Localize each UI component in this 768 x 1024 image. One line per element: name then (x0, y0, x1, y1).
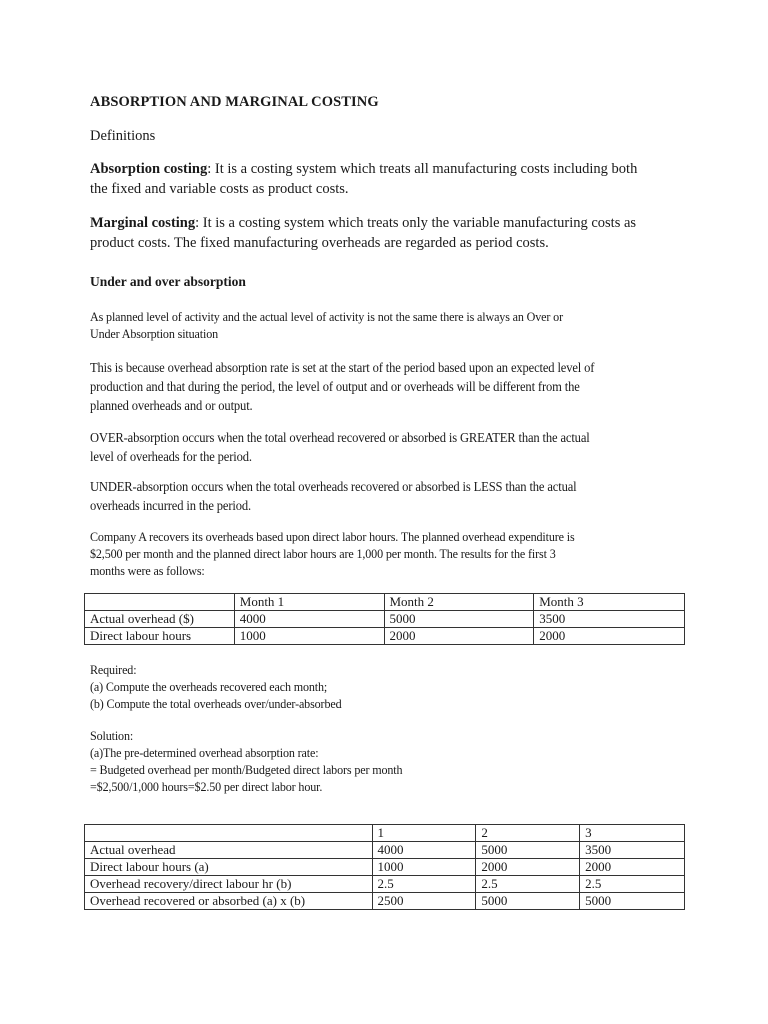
table-cell: 1000 (234, 628, 384, 645)
table-cell: Overhead recovered or absorbed (a) x (b) (85, 893, 373, 910)
table-cell: 2500 (372, 893, 476, 910)
solution-result: =$2,500/1,000 hours=$2.50 per direct labor hour. (90, 779, 323, 794)
table-cell: 1 (372, 825, 476, 842)
para-company-line2: $2,500 per month and the planned direct labor hours are 1,000 per month. The results for the first 3 (90, 546, 556, 561)
required-section (90, 661, 695, 712)
table-cell: Actual overhead ($) (85, 611, 235, 628)
para-under-line2: overheads incurred in the period. (90, 498, 251, 513)
table-row (85, 876, 685, 893)
absorption-text-line1: It is a costing system which treats all manufacturing costs including both (211, 161, 638, 177)
table-row (85, 893, 685, 910)
table-row (85, 842, 685, 859)
table-cell: Month 1 (234, 594, 384, 611)
overhead-recovery-table (84, 824, 685, 910)
para-because-line2: production and that during the period, the level of output and or overheads will be different from the (90, 379, 580, 394)
table-cell: 2.5 (372, 876, 476, 893)
definitions-heading: Definitions (90, 128, 156, 144)
absorption-term: Absorption costing (90, 161, 208, 177)
table-cell: Overhead recovery/direct labour hr (b) (85, 876, 373, 893)
table-cell: Direct labour hours (85, 628, 235, 645)
table-cell: 2000 (580, 859, 685, 876)
table-cell: 2000 (476, 859, 580, 876)
para-planned-line1: As planned level of activity and the actual level of activity is not the same there is always an Over or (90, 309, 563, 324)
solution-section (90, 727, 695, 795)
required-item-b: (b) Compute the total overheads over/under-absorbed (90, 696, 342, 711)
solution-formula: = Budgeted overhead per month/Budgeted direct labors per month (90, 762, 403, 777)
table-cell (85, 594, 235, 611)
table-cell: 2.5 (476, 876, 580, 893)
table-cell: Actual overhead (85, 842, 373, 859)
table-cell: 5000 (580, 893, 685, 910)
para-under-line1: UNDER-absorption occurs when the total overheads recovered or absorbed is LESS than the actual (90, 479, 577, 494)
absorption-text-line2: the fixed and variable costs as product costs. (90, 181, 349, 197)
para-company-example (90, 528, 695, 579)
table-cell: 5000 (384, 611, 534, 628)
table-cell: 3500 (580, 842, 685, 859)
para-because (90, 358, 695, 415)
table-cell: Month 2 (384, 594, 534, 611)
table-cell: 5000 (476, 893, 580, 910)
marginal-colon: : (195, 215, 200, 231)
absorption-definition (90, 159, 690, 199)
para-over-line1: OVER-absorption occurs when the total overhead recovered or absorbed is GREATER than the actual (90, 430, 590, 445)
table-cell: 3 (580, 825, 685, 842)
table-cell: 4000 (372, 842, 476, 859)
solution-item-a: (a)The pre-determined overhead absorption rate: (90, 745, 319, 760)
solution-heading: Solution: (90, 728, 134, 743)
table-row (85, 611, 685, 628)
table-cell: 5000 (476, 842, 580, 859)
table-cell: 1000 (372, 859, 476, 876)
table-row (85, 628, 685, 645)
marginal-text-line2: product costs. The fixed manufacturing overheads are regarded as period costs. (90, 235, 549, 251)
para-company-line3: months were as follows: (90, 563, 205, 578)
table-cell: Direct labour hours (a) (85, 859, 373, 876)
para-planned-line2: Under Absorption situation (90, 326, 219, 341)
table-header-row (85, 594, 685, 611)
required-heading: Required: (90, 662, 137, 677)
table-cell: 3500 (534, 611, 685, 628)
para-over-absorption (90, 428, 695, 466)
para-because-line1: This is because overhead absorption rate is set at the start of the period based upon an expected level of (90, 360, 595, 375)
document-title: ABSORPTION AND MARGINAL COSTING (90, 94, 379, 110)
para-under-absorption (90, 477, 695, 515)
para-planned-activity (90, 308, 695, 342)
para-company-line1: Company A recovers its overheads based upon direct labor hours. The planned overhead expenditure is (90, 529, 575, 544)
table-cell: Month 3 (534, 594, 685, 611)
table-cell: 2 (476, 825, 580, 842)
under-over-heading: Under and over absorption (90, 274, 246, 289)
table-cell: 2000 (384, 628, 534, 645)
table-cell: 2000 (534, 628, 685, 645)
para-because-line3: planned overheads and or output. (90, 398, 253, 413)
table-header-row (85, 825, 685, 842)
marginal-term: Marginal costing (90, 215, 196, 231)
required-item-a: (a) Compute the overheads recovered each month; (90, 679, 328, 694)
table-cell: 4000 (234, 611, 384, 628)
table-row (85, 859, 685, 876)
para-over-line2: level of overheads for the period. (90, 449, 252, 464)
results-table (84, 593, 685, 645)
table-cell (85, 825, 373, 842)
table-cell: 2.5 (580, 876, 685, 893)
marginal-definition (90, 213, 690, 253)
absorption-colon: : (207, 161, 212, 177)
marginal-text-line1: It is a costing system which treats only the variable manufacturing costs as (199, 215, 637, 231)
